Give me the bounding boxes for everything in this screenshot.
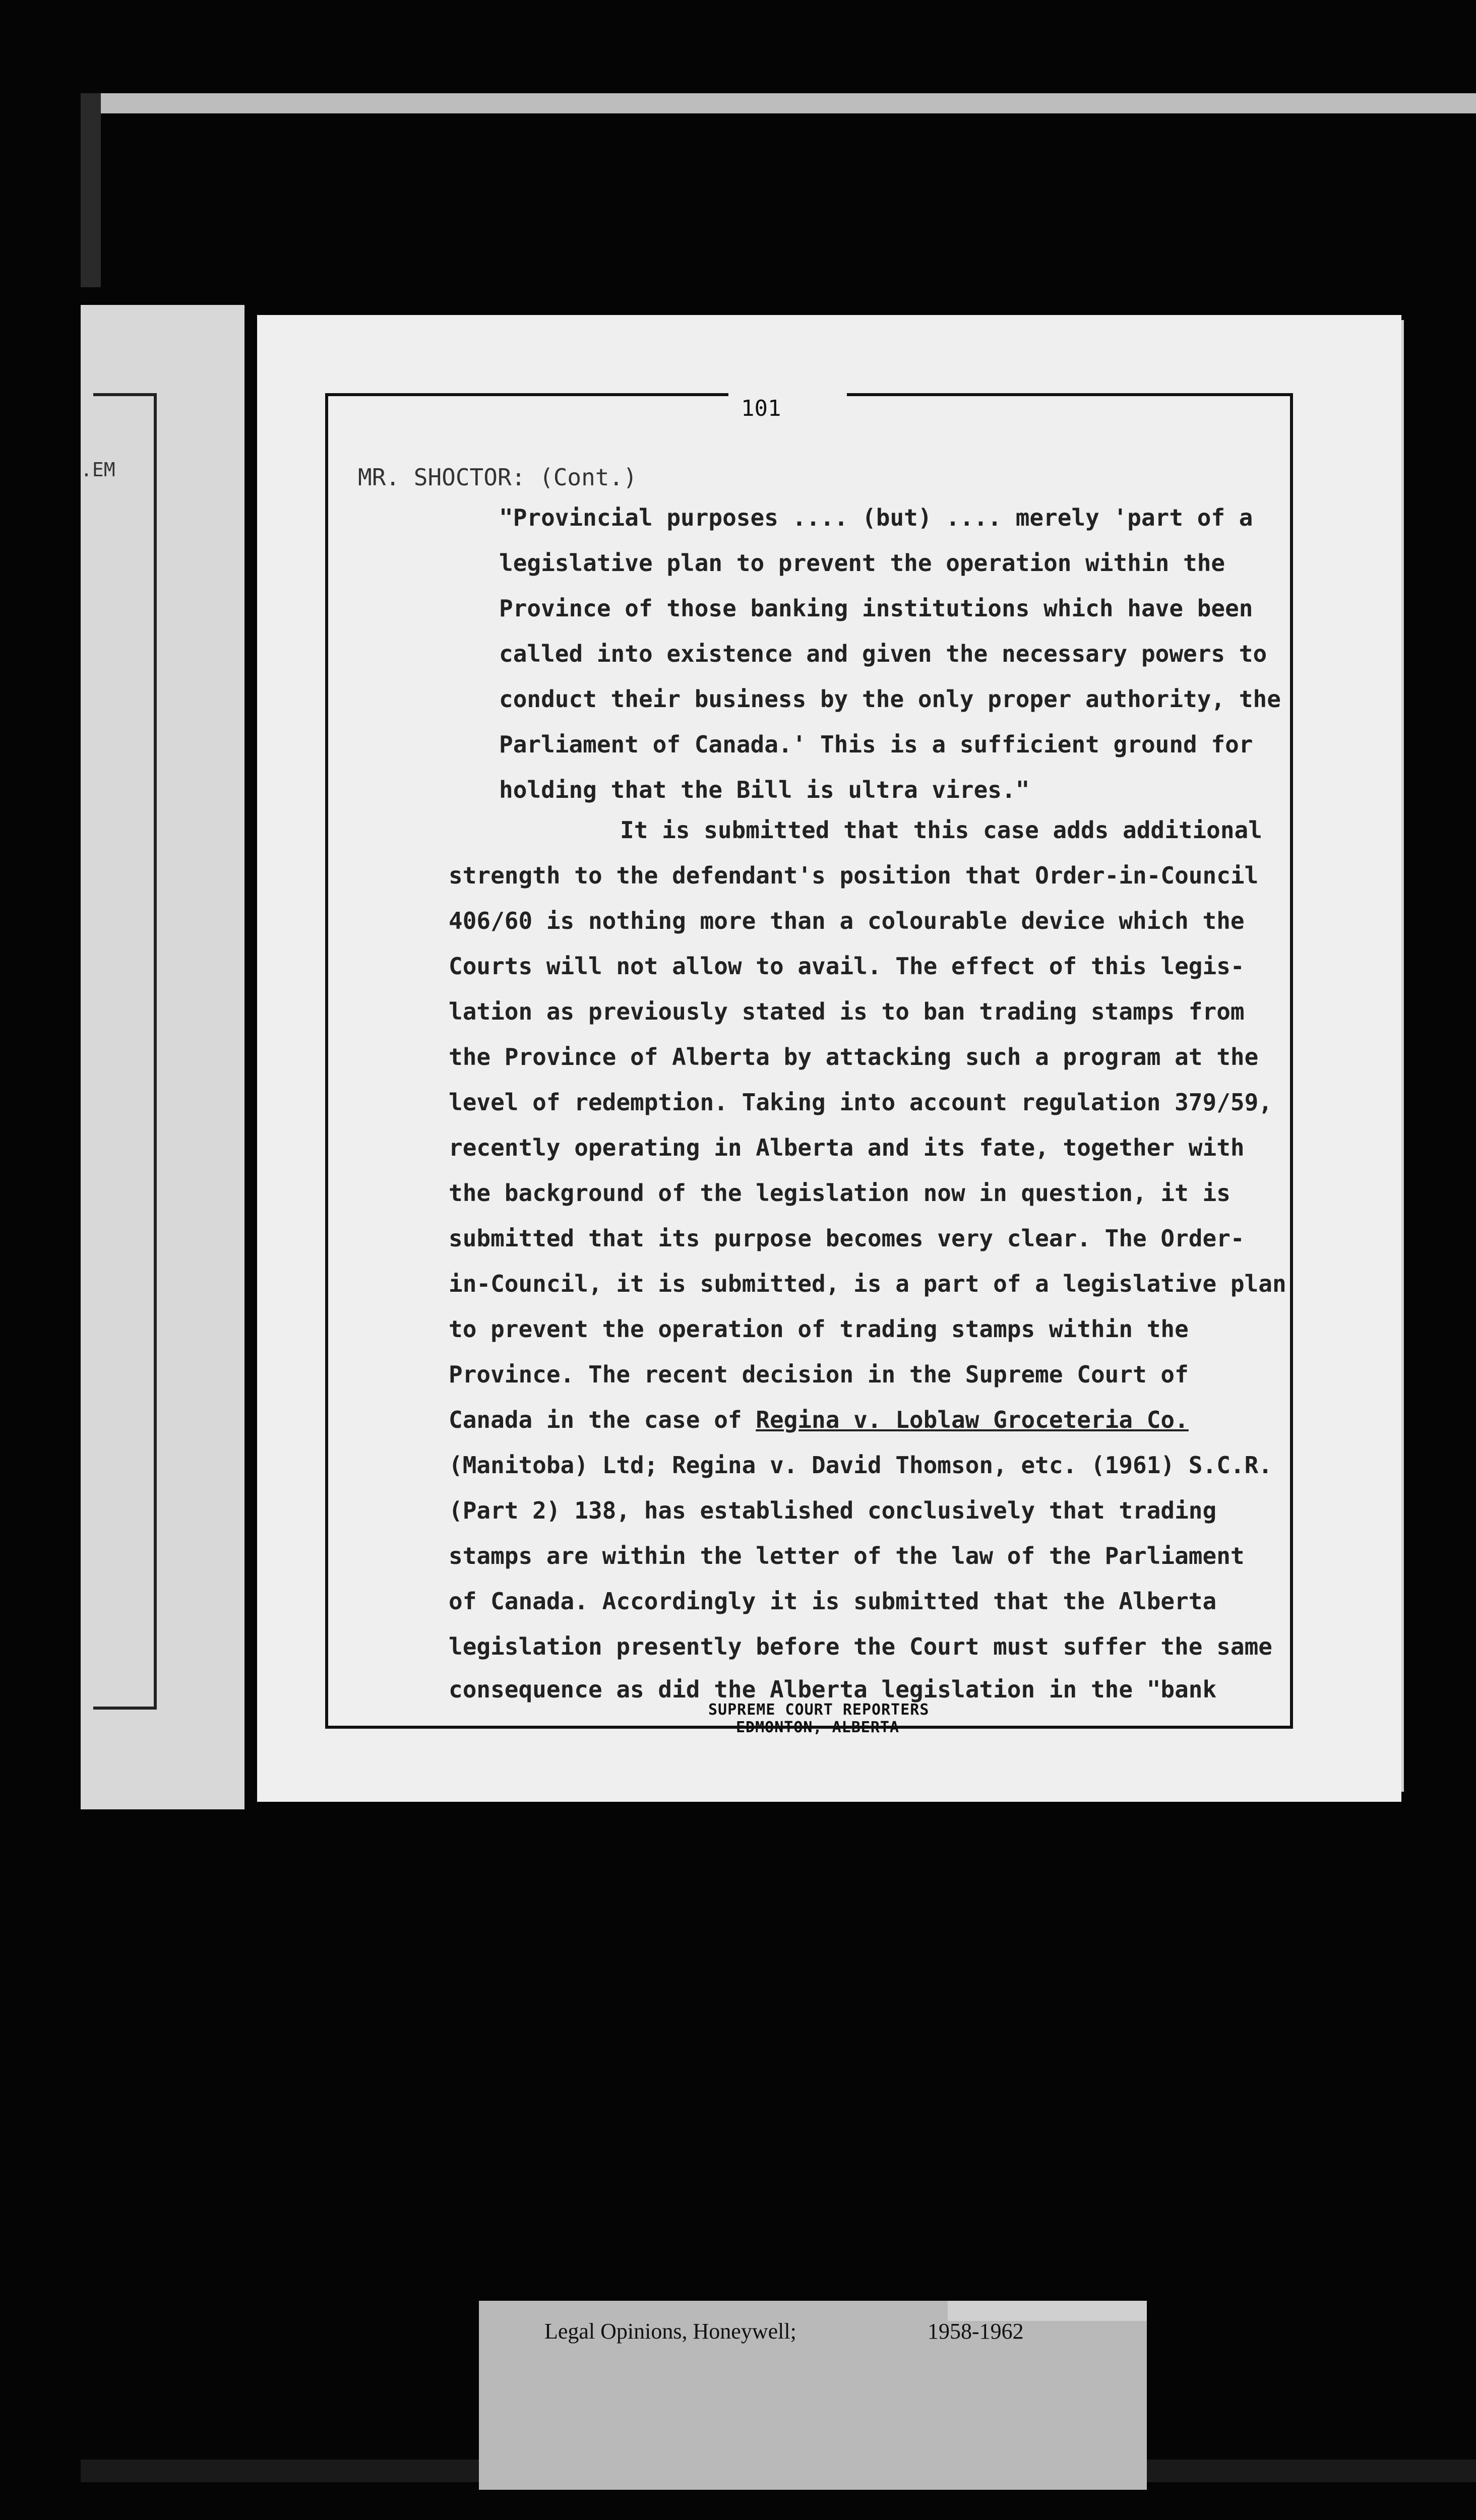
- archive-label-title: Legal Opinions, Honeywell;: [544, 2319, 796, 2344]
- case-line-prefix: Canada in the case of: [449, 1406, 756, 1433]
- quote-line: called into existence and given the necessary powers to: [499, 640, 1267, 667]
- body-line: lation as previously stated is to ban trading stamps from: [449, 998, 1245, 1025]
- case-citation-line: [449, 1406, 1189, 1433]
- body-line: stamps are within the letter of the law of the Parliament: [449, 1542, 1245, 1569]
- adjacent-page-text: .EM: [81, 459, 115, 481]
- body-line: Courts will not allow to avail. The effect of this legis-: [449, 953, 1245, 980]
- page-edge: [1401, 320, 1404, 1792]
- body-line: legislation presently before the Court must suffer the same: [449, 1633, 1272, 1660]
- body-line: the Province of Alberta by attacking such a program at the: [449, 1043, 1259, 1070]
- adjacent-page-border: [93, 393, 157, 1710]
- body-line: recently operating in Alberta and its fate, together with: [449, 1134, 1245, 1161]
- page-border-top-right: [847, 393, 1293, 396]
- body-line: in-Council, it is submitted, is a part of a legislative plan: [449, 1270, 1286, 1297]
- quote-line: "Provincial purposes .... (but) .... merely 'part of a: [499, 504, 1253, 531]
- body-line: (Manitoba) Ltd; Regina v. David Thomson, etc. (1961) S.C.R.: [449, 1452, 1272, 1479]
- body-line: Province. The recent decision in the Supreme Court of: [449, 1361, 1189, 1388]
- archive-label-tab: [948, 2301, 1147, 2321]
- body-line: of Canada. Accordingly it is submitted that the Alberta: [449, 1588, 1217, 1615]
- page-number: 101: [741, 396, 781, 421]
- body-line: the background of the legislation now in question, it is: [449, 1179, 1231, 1207]
- quote-line: conduct their business by the only proper authority, the: [499, 685, 1281, 713]
- body-line: to prevent the operation of trading stamps within the: [449, 1315, 1189, 1343]
- microfilm-frame-top: [81, 93, 1476, 113]
- body-line: (Part 2) 138, has established conclusively that trading: [449, 1497, 1217, 1524]
- footer-location: EDMONTON, ALBERTA: [736, 1719, 900, 1736]
- body-line: It is submitted that this case adds additional: [620, 816, 1262, 844]
- quote-line: holding that the Bill is ultra vires.": [499, 776, 1030, 803]
- page-border-top-left: [325, 393, 728, 396]
- case-name: Regina v. Loblaw Groceteria Co.: [756, 1406, 1189, 1433]
- body-line: submitted that its purpose becomes very clear. The Order-: [449, 1225, 1245, 1252]
- archive-label-dates: 1958-1962: [928, 2319, 1024, 2344]
- body-line: consequence as did the Alberta legislation in the "bank: [449, 1676, 1217, 1703]
- quote-line: Province of those banking institutions which have been: [499, 595, 1253, 622]
- microfilm-frame-left: [81, 93, 101, 287]
- footer-reporters: SUPREME COURT REPORTERS: [708, 1701, 930, 1719]
- speaker-heading: MR. SHOCTOR: (Cont.): [358, 464, 637, 491]
- quote-line: legislative plan to prevent the operation within the: [499, 549, 1225, 577]
- body-line: strength to the defendant's position that Order-in-Council: [449, 862, 1259, 889]
- body-line: level of redemption. Taking into account regulation 379/59,: [449, 1089, 1272, 1116]
- quote-line: Parliament of Canada.' This is a sufficient ground for: [499, 731, 1253, 758]
- body-line: 406/60 is nothing more than a colourable device which the: [449, 907, 1245, 934]
